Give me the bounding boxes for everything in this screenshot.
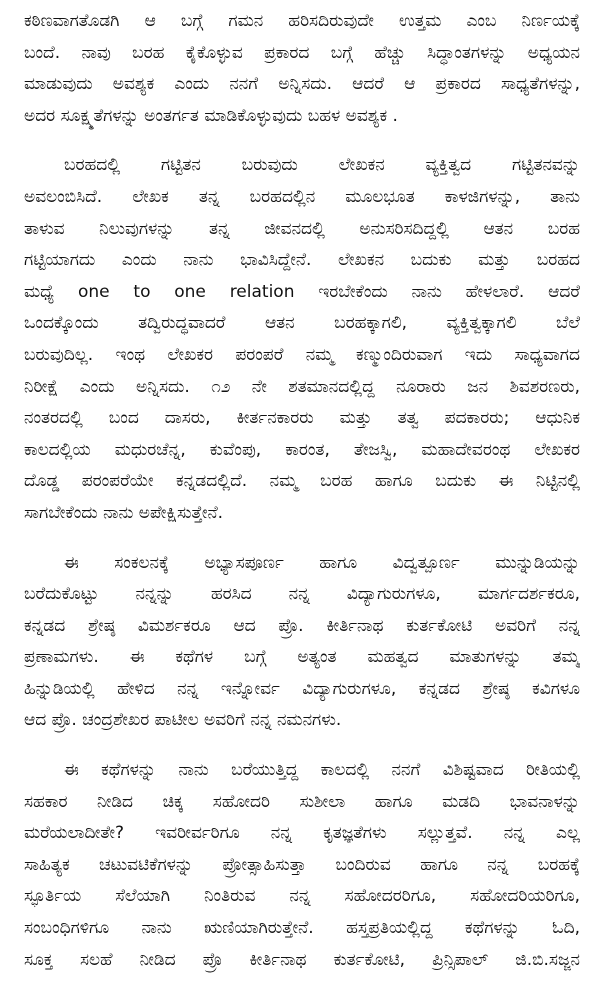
text-line: ತಾಳುವ ನಿಲುವುಗಳನ್ನು ತನ್ನ ಜೀವನದಲ್ಲಿ ಅನುಸರಿಸದಿದ್ದಲ್ಲಿ ಆತನ ಬರಹ [24,218,580,239]
paragraph-4 [24,755,580,976]
text-line: ದೊಡ್ಡ ಪರಂಪರೆಯೇ ಕನ್ನಡದಲ್ಲಿದೆ. ನಮ್ಮ ಬರಹ ಹಾಗೂ ಬದುಕು ಈ ನಿಟ್ಟಿನಲ್ಲಿ [24,471,580,492]
text-line: ಕಾಲದಲ್ಲಿಯ ಮಧುರಚೆನ್ನ, ಕುವೆಂಪು, ಕಾರಂತ, ತೇಜಸ್ವಿ, ಮಹಾದೇವರಂಥ ಲೇಖಕರ [24,439,580,460]
text-line: ನಿರೀಕ್ಷೆ ಎಂದು ಅನ್ನಿಸದು. ೧೨ ನೇ ಶತಮಾನದಲ್ಲಿದ್ದ ನೂರಾರು ಜನ ಶಿವಶರಣರು, [24,376,580,397]
text-line: ಈ ಸಂಕಲನಕ್ಕೆ ಅಭ್ಯಾಸಪೂರ್ಣ ಹಾಗೂ ವಿದ್ವತ್ಪೂರ್ಣ ಮುನ್ನುಡಿಯನ್ನು [64,552,580,573]
text-line: ಪ್ರಣಾಮಗಳು. ಈ ಕಥೆಗಳ ಬಗ್ಗೆ ಅತ್ಯಂತ ಮಹತ್ವದ ಮಾತುಗಳನ್ನು ತಮ್ಮ [24,647,580,668]
text-line: ಬರುವುದಿಲ್ಲ. ಇಂಥ ಲೇಖಕರ ಪರಂಪರೆ ನಮ್ಮ ಕಣ್ಮುಂದಿರುವಾಗ ಇದು ಸಾಧ್ಯವಾಗದ [24,344,580,365]
text-line: ಗಟ್ಟಿಯಾಗದು ಎಂದು ನಾನು ಭಾವಿಸಿದ್ದೇನೆ. ಲೇಖಕನ ಬದುಕು ಮತ್ತು ಬರಹದ [24,250,580,271]
paragraph-1 [24,6,580,132]
text-line: ಅದರ ಸೂಕ್ಷ್ಮತೆಗಳನ್ನು ಅಂತರ್ಗತ ಮಾಡಿಕೊಳ್ಳುವುದು ಬಹಳ ಅವಶ್ಯಕ . [24,105,398,126]
text-line: ಆದ ಪ್ರೊ. ಚಂದ್ರಶೇಖರ ಪಾಟೀಲ ಅವರಿಗೆ ನನ್ನ ನಮನಗಳು. [24,710,342,731]
text-line: ಕಠಿಣವಾಗತೊಡಗಿ ಆ ಬಗ್ಗೆ ಗಮನ ಹರಿಸದಿರುವುದೇ ಉತ್ತಮ ಎಂಬ ನಿರ್ಣಯಕ್ಕೆ [24,11,580,31]
text-line: ಬರಹದಲ್ಲಿ ಗಟ್ಟಿತನ ಬರುವುದು ಲೇಖಕನ ವ್ಯಕ್ತಿತ್ವದ ಗಟ್ಟಿತನವನ್ನು [64,155,580,176]
text-line: ಬರೆದುಕೊಟ್ಟು ನನ್ನನ್ನು ಹರಸಿದ ನನ್ನ ವಿದ್ಯಾಗುರುಗಳೂ, ಮಾರ್ಗದರ್ಶಕರೂ, [24,584,580,605]
text-line: ಹಿನ್ನುಡಿಯಲ್ಲಿ ಹೇಳಿದ ನನ್ನ ಇನ್ನೋರ್ವ ವಿದ್ಯಾಗುರುಗಳೂ, ಕನ್ನಡದ ಶ್ರೇಷ್ಠ ಕವಿಗಳೂ [24,678,580,699]
text-line: ಮಾಡುವುದು ಅವಶ್ಯಕ ಎಂದು ನನಗೆ ಅನ್ನಿಸದು. ಆದರೆ ಆ ಪ್ರಕಾರದ ಸಾಧ್ಯತೆಗಳನ್ನು, [24,74,580,95]
text-line: ಸಹಕಾರ ನೀಡಿದ ಚಿಕ್ಕ ಸಹೋದರಿ ಸುಶೀಲಾ ಹಾಗೂ ಮಡದಿ ಭಾವನಾಳನ್ನು [24,791,580,812]
text-line: ಅವಲಂಬಿಸಿದೆ. ಲೇಖಕ ತನ್ನ ಬರಹದಲ್ಲಿನ ಮೂಲಭೂತ ಕಾಳಜಿಗಳನ್ನು, ತಾನು [24,186,580,207]
text-line: ಸೂಕ್ತ ಸಲಹೆ ನೀಡಿದ ಪ್ರೊ ಕೀರ್ತಿನಾಥ ಕುರ್ತಕೋಟಿ, ಪ್ರಿನ್ಸಿಪಾಲ್ ಜಿ.ಬಿ.ಸಜ್ಜನ [24,949,580,970]
text-line: ಬಂದೆ. ನಾವು ಬರಹ ಕೈಕೊಳ್ಳುವ ಪ್ರಕಾರದ ಬಗ್ಗೆ ಹೆಚ್ಚು ಸಿದ್ಧಾಂತಗಳನ್ನು ಅಧ್ಯಯನ [24,42,580,63]
text-line: ಮಧ್ಯೆ one to one relation ಇರಬೇಕೆಂದು ನಾನು ಹೇಳಲಾರೆ. ಆದರೆ [24,281,580,302]
text-line: ಮರೆಯಲಾದೀತೇ? ಇವರೀರ್ವರಿಗೂ ನನ್ನ ಕೃತಜ್ಞತೆಗಳು ಸಲ್ಲುತ್ತವೆ. ನನ್ನ ಎಲ್ಲ [24,823,580,844]
text-line: ಈ ಕಥೆಗಳನ್ನು ನಾನು ಬರೆಯುತ್ತಿದ್ದ ಕಾಲದಲ್ಲಿ ನನಗೆ ವಿಶಿಷ್ಟವಾದ ರೀತಿಯಲ್ಲಿ [64,760,580,781]
text-line: ಕನ್ನಡದ ಶ್ರೇಷ್ಠ ವಿಮರ್ಶಕರೂ ಆದ ಪ್ರೊ. ಕೀರ್ತಿನಾಥ ಕುರ್ತಕೋಟಿ ಅವರಿಗೆ ನನ್ನ [24,615,580,636]
text-line: ಸ್ಫೂರ್ತಿಯ ಸೆಲೆಯಾಗಿ ನಿಂತಿರುವ ನನ್ನ ಸಹೋದರರಿಗೂ, ಸಹೋದರಿಯರಿಗೂ, [24,886,580,907]
paragraph-3 [24,548,580,738]
paragraph-2 [24,150,580,529]
text-line: ನಂತರದಲ್ಲಿ ಬಂದ ದಾಸರು, ಕೀರ್ತನಕಾರರು ಮತ್ತು ತತ್ವ ಪದಕಾರರು; ಆಧುನಿಕ [24,408,580,429]
text-line: ಸಾಗಬೇಕೆಂದು ನಾನು ಅಪೇಕ್ಷಿಸುತ್ತೇನೆ. [24,502,224,523]
text-line: ಸಂಬಂಧಿಗಳಿಗೂ ನಾನು ಋಣಿಯಾಗಿರುತ್ತೇನೆ. ಹಸ್ತಪ್ರತಿಯಲ್ಲಿದ್ದ ಕಥೆಗಳನ್ನು ಓದಿ, [24,918,580,939]
text-line: ಸಾಹಿತ್ಯಕ ಚಟುವಟಿಕೆಗಳನ್ನು ಪ್ರೋತ್ಸಾಹಿಸುತ್ತಾ ಬಂದಿರುವ ಹಾಗೂ ನನ್ನ ಬರಹಕ್ಕೆ [24,854,580,875]
text-line: ಒಂದಕ್ಕೊಂದು ತದ್ವಿರುದ್ಧವಾದರೆ ಆತನ ಬರಹಕ್ಕಾಗಲಿ, ವ್ಯಕ್ತಿತ್ವಕ್ಕಾಗಲಿ ಬೆಲೆ [24,313,580,334]
